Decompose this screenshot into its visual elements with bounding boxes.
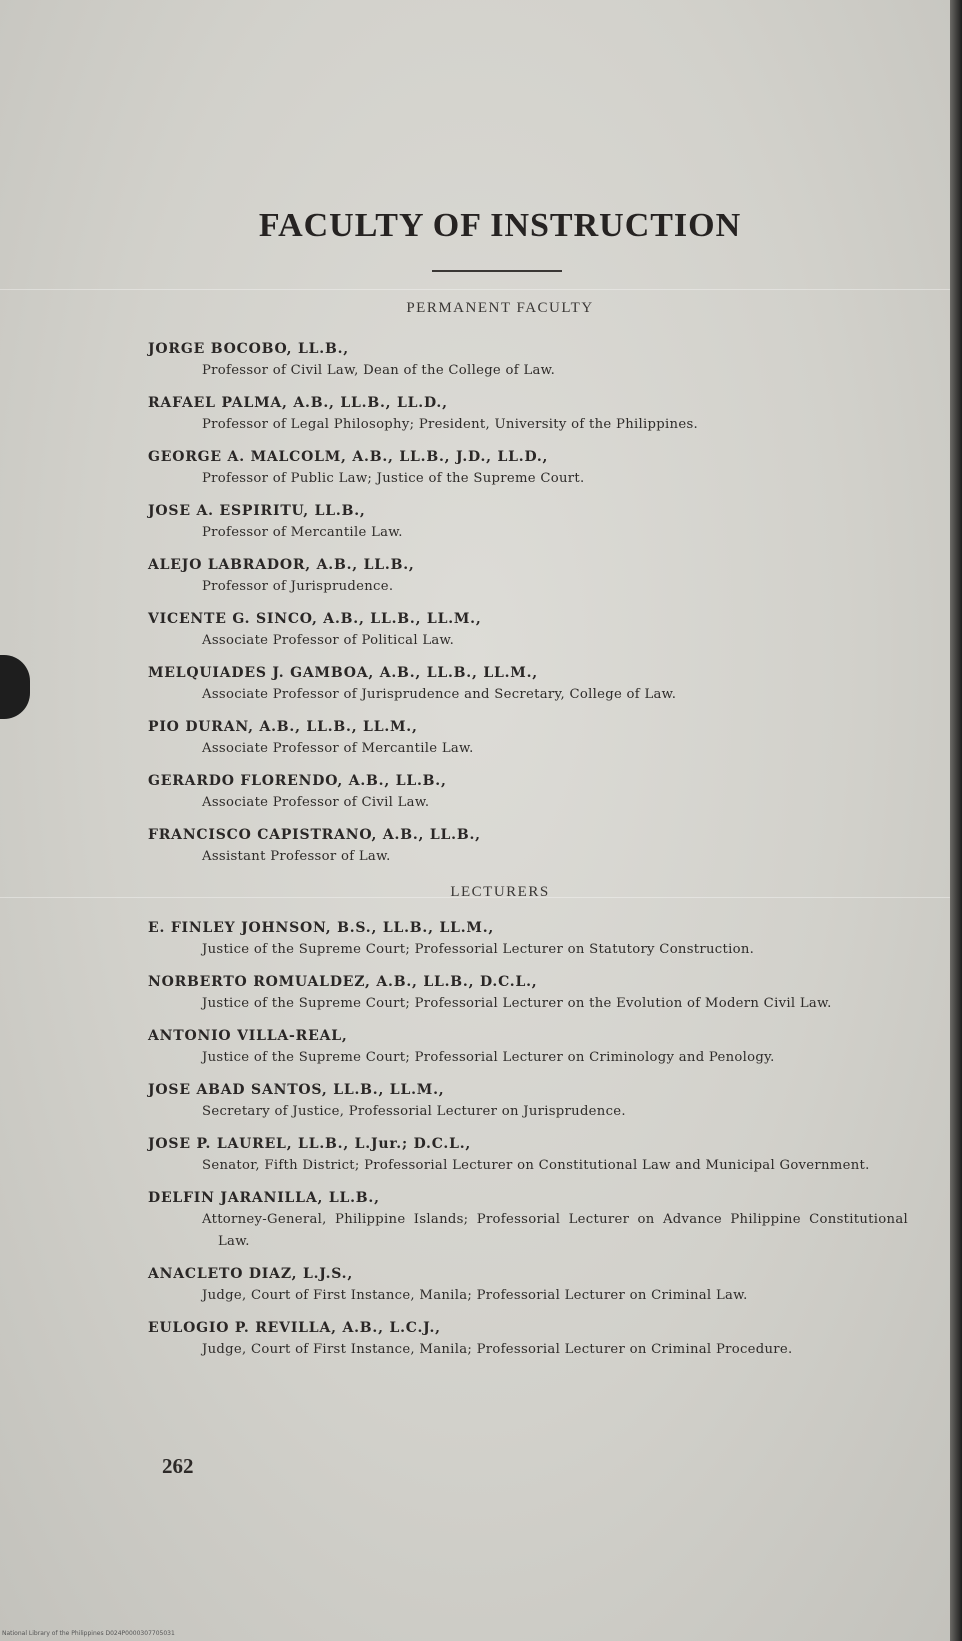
lecturer-entry bbox=[148, 1263, 908, 1307]
faculty-name: FRANCISCO CAPISTRANO, A.B., LL.B., bbox=[148, 827, 481, 843]
lecturer-name: E. FINLEY JOHNSON, B.S., LL.B., LL.M., bbox=[148, 920, 495, 936]
lecturer-name: JOSE P. LAUREL, LL.B., L.Jur.; D.C.L., bbox=[148, 1136, 472, 1152]
faculty-position: Professor of Civil Law, Dean of the College of Law. bbox=[202, 363, 556, 378]
faculty-name: ALEJO LABRADOR, A.B., LL.B., bbox=[148, 557, 415, 573]
faculty-entry bbox=[148, 338, 908, 382]
lecturer-entry bbox=[148, 1079, 908, 1123]
lecturer-position: Attorney-General, Philippine Islands; Professorial Lecturer on Advance Philippine Constitutional Law. bbox=[202, 1212, 908, 1249]
lecturer-position: Secretary of Justice, Professorial Lecturer on Jurisprudence. bbox=[202, 1104, 626, 1119]
faculty-entry bbox=[148, 608, 908, 652]
title-rule bbox=[432, 270, 562, 272]
page-binding-edge bbox=[950, 0, 962, 1641]
lecturer-position: Justice of the Supreme Court; Professorial Lecturer on the Evolution of Modern Civil Law. bbox=[202, 996, 832, 1011]
lecturers-list bbox=[148, 917, 908, 1361]
lecturer-name: ANACLETO DIAZ, L.J.S., bbox=[148, 1266, 354, 1282]
faculty-position: Professor of Jurisprudence. bbox=[202, 579, 394, 594]
lecturer-entry bbox=[148, 1025, 908, 1069]
scan-line bbox=[0, 289, 950, 290]
permanent-faculty-list bbox=[148, 338, 908, 868]
lecturer-name: EULOGIO P. REVILLA, A.B., L.C.J., bbox=[148, 1320, 441, 1336]
faculty-entry bbox=[148, 824, 908, 868]
lecturer-entry bbox=[148, 1317, 908, 1361]
lecturers-heading: LECTURERS bbox=[450, 884, 550, 900]
faculty-name: PIO DURAN, A.B., LL.B., LL.M., bbox=[148, 719, 418, 735]
faculty-entry bbox=[148, 662, 908, 706]
faculty-name: MELQUIADES J. GAMBOA, A.B., LL.B., LL.M., bbox=[148, 665, 538, 681]
faculty-position: Professor of Public Law; Justice of the Supreme Court. bbox=[202, 471, 585, 486]
faculty-name: RAFAEL PALMA, A.B., LL.B., LL.D., bbox=[148, 395, 448, 411]
lecturer-position: Senator, Fifth District; Professorial Lecturer on Constitutional Law and Municipal Government. bbox=[202, 1158, 870, 1173]
faculty-entry bbox=[148, 500, 908, 544]
faculty-name: VICENTE G. SINCO, A.B., LL.B., LL.M., bbox=[148, 611, 482, 627]
faculty-name: JORGE BOCOBO, LL.B., bbox=[148, 341, 349, 357]
faculty-name: GERARDO FLORENDO, A.B., LL.B., bbox=[148, 773, 447, 789]
faculty-entry bbox=[148, 770, 908, 814]
faculty-position: Professor of Legal Philosophy; President, University of the Philippines. bbox=[202, 417, 699, 432]
faculty-entry bbox=[148, 446, 908, 490]
faculty-entry bbox=[148, 554, 908, 598]
lecturer-name: JOSE ABAD SANTOS, LL.B., LL.M., bbox=[148, 1082, 445, 1098]
lecturer-name: ANTONIO VILLA-REAL, bbox=[148, 1028, 348, 1044]
faculty-name: GEORGE A. MALCOLM, A.B., LL.B., J.D., LL.D., bbox=[148, 449, 549, 465]
faculty-position: Associate Professor of Jurisprudence and Secretary, College of Law. bbox=[202, 687, 677, 702]
faculty-position: Associate Professor of Political Law. bbox=[202, 633, 455, 648]
lecturer-name: DELFIN JARANILLA, LL.B., bbox=[148, 1190, 380, 1206]
lecturer-entry bbox=[148, 917, 908, 961]
lecturer-entry bbox=[148, 1187, 908, 1253]
lecturer-entry bbox=[148, 1133, 908, 1177]
lecturer-name: NORBERTO ROMUALDEZ, A.B., LL.B., D.C.L., bbox=[148, 974, 538, 990]
faculty-name: JOSE A. ESPIRITU, LL.B., bbox=[148, 503, 366, 519]
lecturer-position: Judge, Court of First Instance, Manila; Professorial Lecturer on Criminal Procedure. bbox=[202, 1342, 793, 1357]
permanent-faculty-heading: PERMANENT FACULTY bbox=[406, 300, 594, 316]
lecturer-position: Justice of the Supreme Court; Professorial Lecturer on Criminology and Penology. bbox=[202, 1050, 775, 1065]
faculty-position: Associate Professor of Civil Law. bbox=[202, 795, 430, 810]
faculty-position: Assistant Professor of Law. bbox=[202, 849, 391, 864]
page-title: FACULTY OF INSTRUCTION bbox=[258, 207, 742, 244]
page-number: 262 bbox=[162, 1454, 194, 1478]
faculty-entry bbox=[148, 392, 908, 436]
archive-footer: National Library of the Philippines D024P0000307705031 bbox=[2, 1630, 175, 1637]
lecturer-position: Judge, Court of First Instance, Manila; Professorial Lecturer on Criminal Law. bbox=[202, 1288, 748, 1303]
lecturer-entry bbox=[148, 971, 908, 1015]
faculty-position: Associate Professor of Mercantile Law. bbox=[202, 741, 474, 756]
faculty-position: Professor of Mercantile Law. bbox=[202, 525, 403, 540]
faculty-entry bbox=[148, 716, 908, 760]
page-edge-blot bbox=[0, 655, 30, 719]
lecturer-position: Justice of the Supreme Court; Professorial Lecturer on Statutory Construction. bbox=[202, 942, 755, 957]
